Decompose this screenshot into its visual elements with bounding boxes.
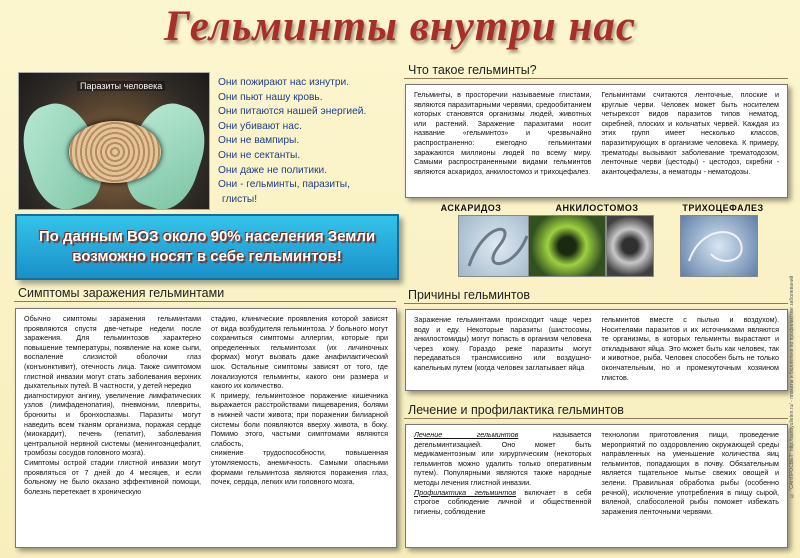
slogan-line: Они не сектанты. — [218, 149, 301, 161]
what-heading: Что такое гельминты? — [408, 63, 537, 77]
what-text-2: Гельминтами считаются ленточные, плоские и круглые черви. Человек может быть носителем четырехсот видов паразитов типов нематод, скребней, плоских и кольчатых червей. Каждая из этих групп имеет несколько классов, паразитирующих в организме человека. К примеру, трематоды вызывают заболевание трематодозом, ленточные черви (цестоды) - цестодоз, скребни - акантоцефалезы, а нематоды - нематодозы. — [601, 90, 779, 176]
symptoms-text: стадию, клинические проявления которой зависят от вида возбудителя гельминтоза. У больного могут сохраниться симптомы аллергии, которые при определенных гельминтозах (их личиночных формах) могут вызвать даже анафилактический шок. Остальные симптомы зависят от того, где локализуются гельминты, какого они размера и какого их количество. — [211, 314, 388, 391]
who-banner-text: По данным ВОЗ около 90% населения Земли возможно носят в себе гельминтов! — [38, 228, 376, 265]
slogans-list — [218, 76, 408, 207]
symptoms-heading: Симптомы заражения гельминтами — [18, 286, 225, 300]
what-col-2 — [602, 90, 780, 192]
treatment-lead: Лечение гельминтов — [414, 430, 519, 439]
label-ancylostoma: АНКИЛОСТОМОЗ — [555, 203, 639, 213]
symptoms-text: диагностируют ангину, увеличение лимфатических узлов (лимфаденопатия), пневмонии, плевриты, бронхиты и бронхоспазмы. Паразиты могут наведить всем тканям организма, поражая сердце (миокардит), печень (гепатит), заболевания центральной нервной системы (менингоэнцефалит, тромбозы сосудов головного мозга). — [24, 390, 201, 458]
heading-divider — [14, 301, 396, 302]
treatment-col-1 — [414, 430, 592, 542]
symptoms-box — [15, 308, 397, 548]
treatment-heading: Лечение и профилактика гельминтов — [408, 403, 624, 417]
causes-col-1 — [414, 315, 592, 385]
treatment-box — [405, 424, 788, 548]
heading-divider — [404, 78, 788, 79]
poster-title: Гельминты внутри нас — [164, 3, 636, 50]
causes-box — [405, 309, 788, 391]
slogan-line: Они убивают нас. — [218, 120, 302, 132]
ancylostoma-mouth-image — [606, 215, 654, 277]
treatment-col-2 — [602, 430, 780, 542]
symptoms-text: Симптомы острой стадии глистной инвазии могут проявляться от 7 дней до 4 месяцев, и если больному не было оказано эффективной помощи, болезнь перетекает в хроническую — [24, 457, 201, 496]
slogan-line: Они питаются нашей энергией. — [218, 106, 367, 118]
causes-heading: Причины гельминтов — [408, 288, 531, 302]
causes-col-2 — [602, 315, 780, 385]
ascaris-image — [458, 215, 536, 277]
slogan-line: глисты! — [222, 193, 258, 205]
slogan-line: Они - гельминты, паразиты, — [218, 179, 350, 191]
prevention-body: включает в себя строгое соблюдение личной и общественной гигиены, соблюдение — [414, 487, 592, 516]
side-copyright: © "САНПРОСВЕТ" http://sanbyulleten.ru/ - плакаты и бюллетени по профилактике заболеваний — [789, 275, 795, 498]
treatment-text-2: технологии приготовления пищи, проведение мероприятий по оздоровлению окружающей среды направленных на уменьшение количества яиц гельминтов, попадающих в почву. Обязательным является тщательное мытье свежих овощей и зелени. Правильная обработка рыбы (особенно речной), исключение употребления в пищу сырой, вяленой, слабосоленой рыбы поможет избежать заражения ленточными червями. — [601, 430, 779, 516]
symptoms-text: снижение трудоспособности, повышенная утомляемость, анемичность. Самыми опасными формами гельминтоза являются поражения глаз, почек, сердца, легких или головного мозга. — [211, 448, 388, 487]
causes-text: Заражение гельминтами происходит чаще через воду и еду. Некоторые паразиты (шистосомы, анкилостомиды) могут попасть в организм человека через кожу. Гораздо реже паразиты могут передаваться трансмиссивно или воздушно-капельным путем (когда человек заглатывает яйца — [414, 315, 592, 372]
photo-caption: Паразиты человека — [77, 81, 165, 91]
causes-text: гельминтов вместе с пылью и воздухом). Носителями паразитов и их источниками являются те организмы, в которых гельминты вырастают и откладывают яйца. Это может быть как человек, так и животное, рыба. Человек способен быть не только окончательным, но и промежуточным хозяином глистов. — [601, 315, 779, 382]
heading-divider — [404, 418, 788, 419]
parasites-photo — [18, 72, 210, 210]
slogan-line: Они пьют нашу кровь. — [218, 91, 323, 103]
what-text-1: Гельминты, в просторечии называемые глистами, являются паразитарными червями, средообитанием которых становятся организмы людей, животных или растений. Заражение паразитами носит название «гельминтоз» и чрезвычайно распространенно: ежегодно гельминтами заражаются миллионы людей по всему миру. Самыми распространенными видами гельминтов являются аскаридоз, анкилостомоз и трихоцефалез. — [414, 90, 592, 176]
treatment-body: называется дегельминтизацией. Оно может быть медикаментозным или хирургическим (некоторых гельминтов можно удалить только оперативным путем). Популярными являются также народные методы лечения глистной инвазии. — [414, 430, 592, 487]
who-banner — [15, 214, 399, 280]
slogan-line: Они пожирают нас изнутри. — [218, 77, 350, 88]
slogan-line: Они даже не политики. — [218, 164, 328, 176]
what-col-1 — [414, 90, 592, 192]
label-ascaris: АСКАРИДОЗ — [440, 203, 502, 213]
heading-divider — [404, 303, 788, 304]
slogan-line: Они не вампиры. — [218, 135, 300, 147]
symptoms-col-1 — [24, 314, 201, 542]
symptoms-text: Обычно симптомы заражения гельминтами проявляются спустя две-четыре недели после заражения. Для гельминтозов характерно повышение температуры, появление на коже сыпи, воспаление слизистой оболочки глаз (конъюнктивит), отечность лица. Также симптомом глистной инвазии могут стать заболевания верхних дыхательных путей. В частности, у детей нередко — [24, 314, 201, 391]
worms-image — [69, 121, 161, 183]
what-box — [405, 84, 788, 198]
prevention-text — [414, 488, 592, 517]
label-trichocephalus: ТРИХОЦЕФАЛЕЗ — [682, 203, 764, 213]
ancylostoma-image — [528, 215, 606, 277]
prevention-lead: Профилактика гельминтов — [414, 487, 517, 497]
symptoms-text: К примеру, гельминтозное поражение кишечника выражается расстройствами пищеварения, болями в нижней части живота; при поражении билиарной системы боли появляются вверху живота, в боку. Помимо этого, частыми симптомами являются слабость, — [211, 390, 388, 448]
treatment-text — [414, 430, 592, 488]
worm-labels — [408, 203, 786, 213]
symptoms-col-2 — [211, 314, 388, 542]
trichocephalus-image — [680, 215, 758, 277]
